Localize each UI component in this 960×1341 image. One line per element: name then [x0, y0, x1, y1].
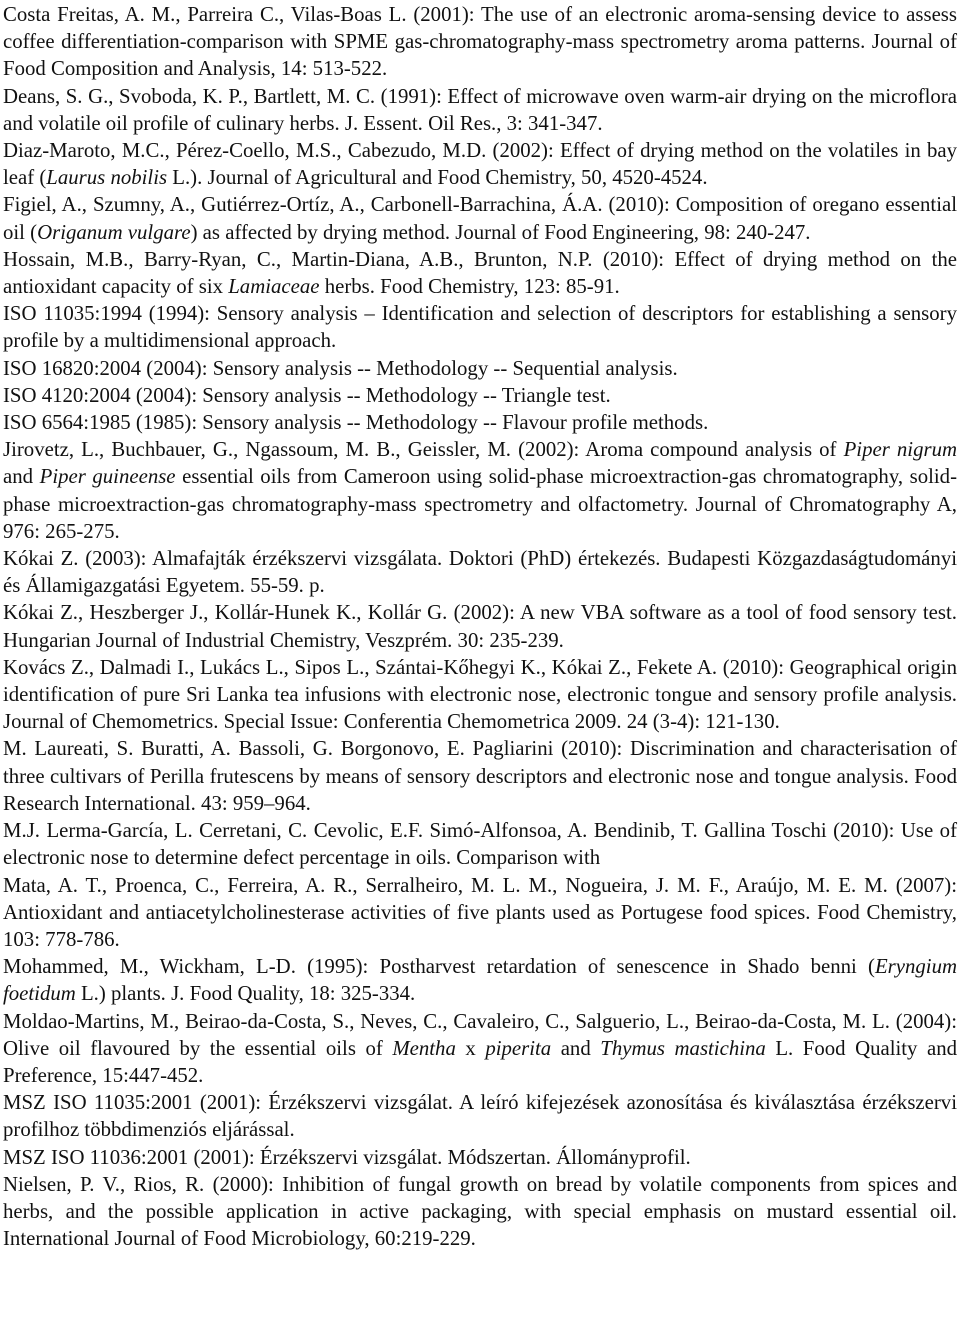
reference-entry	[3, 382, 957, 409]
reference-entry	[3, 872, 957, 954]
reference-text: and	[551, 1036, 601, 1060]
reference-entry	[3, 1144, 957, 1171]
reference-text: Kókai Z., Heszberger J., Kollár-Hunek K., Kollár G. (2002): A new VBA software as a tool of food sensory test. Hungarian Journal of Industrial Chemistry, Veszprém. 30: 235-239.	[3, 601, 957, 652]
reference-text: Mohammed, M., Wickham, L-D. (1995): Postharvest retardation of senescence in Shado benni (	[3, 955, 875, 979]
reference-entry	[3, 1, 957, 83]
reference-text: essential oils from Cameroon using solid-phase microextraction-gas chromatography, solid-phase microextraction-gas chromatography-mass spectrometry and olfactometry. Journal of Chromatography A, 976: 265-275.	[3, 465, 958, 543]
reference-italic-text: Eryngium foetidum	[3, 955, 957, 1006]
reference-italic-text: Origanum vulgare	[37, 220, 191, 244]
reference-text: Mata, A. T., Proenca, C., Ferreira, A. R., Serralheiro, M. L. M., Nogueira, J. M. F., Araújo, M. E. M. (2007): Antioxidant and antiacetylcholinesterase activities of five plants used as Portugese food spices. Food Chemistry, 103: 778-786.	[3, 873, 957, 951]
reference-text: L.). Journal of Agricultural and Food Chemistry, 50, 4520-4524.	[167, 166, 708, 190]
reference-entry	[3, 817, 957, 871]
reference-text: L.) plants. J. Food Quality, 18: 325-334.	[75, 982, 416, 1006]
reference-italic-text: Mentha	[392, 1036, 456, 1060]
reference-text: Deans, S. G., Svoboda, K. P., Bartlett, M. C. (1991): Effect of microwave oven warm-air drying on the microflora and volatile oil profile of culinary herbs. J. Essent. Oil Res., 3: 341-347.	[3, 84, 957, 135]
reference-text: MSZ ISO 11035:2001 (2001): Érzékszervi vizsgálat. A leíró kifejezések azonosítása és kiválasztása érzékszervi profilhoz többdimenziós eljárással.	[3, 1091, 957, 1142]
reference-text: Moldao-Martins, M., Beirao-da-Costa, S., Neves, C., Cavaleiro, C., Salguerio, L., Beirao-da-Costa, M. L. (2004): Olive oil flavoured by the essential oils of	[3, 1009, 957, 1060]
reference-text: ISO 4120:2004 (2004): Sensory analysis -- Methodology -- Triangle test.	[3, 383, 611, 407]
reference-text: M. Laureati, S. Buratti, A. Bassoli, G. Borgonovo, E. Pagliarini (2010): Discrimination and characterisation of three cultivars of Perilla frutescens by means of sensory descriptors and electronic nose and tongue analysis. Food Research International. 43: 959–964.	[3, 737, 957, 815]
reference-text: Hossain, M.B., Barry-Ryan, C., Martin-Diana, A.B., Brunton, N.P. (2010): Effect of drying method on the antioxidant capacity of six	[3, 247, 957, 299]
reference-entry	[3, 191, 957, 245]
reference-text: and	[3, 465, 40, 489]
reference-text: MSZ ISO 11036:2001 (2001): Érzékszervi vizsgálat. Módszertan. Állományprofil.	[3, 1145, 691, 1169]
reference-text: Figiel, A., Szumny, A., Gutiérrez-Ortíz, A., Carbonell-Barrachina, Á.A. (2010): Composition of oregano essential oil (	[3, 193, 957, 244]
reference-entry	[3, 654, 957, 736]
reference-entry	[3, 1008, 957, 1090]
reference-entry	[3, 545, 957, 599]
reference-text: Jirovetz, L., Buchbauer, G., Ngassoum, M. B., Geissler, M. (2002): Aroma compound analysis of	[3, 438, 844, 462]
reference-entry	[3, 246, 957, 300]
reference-text: Kovács Z., Dalmadi I., Lukács L., Sipos L., Szántai-Kőhegyi K., Kókai Z., Fekete A. (2010): Geographical origin identification of pure Sri Lanka tea infusions with electronic nose, electronic tongue and sensory profile analysis. Journal of Chemometrics. Special Issue: Conferentia Chemometrica 2009. 24 (3-4): 121-130.	[3, 655, 957, 734]
reference-text: Kókai Z. (2003): Almafajták érzékszervi vizsgálata. Doktori (PhD) értekezés. Budapesti Közgazdaságtudományi és Államigazgatási Egyetem. 55-59. p.	[3, 547, 957, 598]
reference-text: ISO 6564:1985 (1985): Sensory analysis -- Methodology -- Flavour profile methods.	[3, 411, 709, 435]
reference-italic-text: Piper nigrum	[843, 438, 957, 462]
reference-text: ISO 11035:1994 (1994): Sensory analysis – Identification and selection of descriptors for establishing a sensory profile by a multidimensional approach.	[3, 302, 957, 353]
reference-text: M.J. Lerma-García, L. Cerretani, C. Cevolic, E.F. Simó-Alfonsoa, A. Bendinib, T. Gallina Toschi (2010): Use of electronic nose to determine defect percentage in oils. Comparison with	[3, 819, 957, 870]
reference-entry	[3, 137, 957, 191]
reference-text: L. Food Quality and Preference, 15:447-452.	[3, 1036, 958, 1087]
reference-entry	[3, 1171, 957, 1253]
reference-text: herbs. Food Chemistry, 123: 85-91.	[319, 275, 620, 299]
reference-entry	[3, 599, 957, 653]
reference-text: ) as affected by drying method. Journal of Food Engineering, 98: 240-247.	[190, 220, 811, 244]
reference-text: Costa Freitas, A. M., Parreira C., Vilas-Boas L. (2001): The use of an electronic aroma-sensing device to assess coffee differentiation-comparison with SPME gas-chromatography-mass spectrometry aroma patterns. Journal of Food Composition and Analysis, 14: 513-522.	[3, 3, 957, 81]
reference-italic-text: Thymus mastichina	[600, 1036, 766, 1060]
reference-italic-text: piperita	[485, 1036, 552, 1060]
reference-entry	[3, 300, 957, 354]
reference-italic-text: Piper guineense	[39, 465, 176, 489]
reference-entry	[3, 83, 957, 137]
reference-text: ISO 16820:2004 (2004): Sensory analysis -- Methodology -- Sequential analysis.	[3, 356, 678, 380]
reference-italic-text: Lamiaceae	[228, 275, 320, 299]
reference-entry	[3, 953, 957, 1007]
reference-italic-text: Laurus nobilis	[46, 166, 168, 190]
reference-entry	[3, 1089, 957, 1143]
reference-entry	[3, 735, 957, 817]
reference-entry	[3, 355, 957, 382]
reference-entry	[3, 409, 957, 436]
reference-list	[3, 1, 957, 1252]
reference-entry	[3, 436, 957, 545]
reference-text: Nielsen, P. V., Rios, R. (2000): Inhibition of fungal growth on bread by volatile components from spices and herbs, and the possible application in active packaging, with special emphasis on mustard essential oil. International Journal of Food Microbiology, 60:219-229.	[3, 1172, 957, 1251]
reference-text: Diaz-Maroto, M.C., Pérez-Coello, M.S., Cabezudo, M.D. (2002): Effect of drying method on the volatiles in bay leaf (	[3, 139, 957, 190]
reference-text: x	[455, 1036, 486, 1060]
